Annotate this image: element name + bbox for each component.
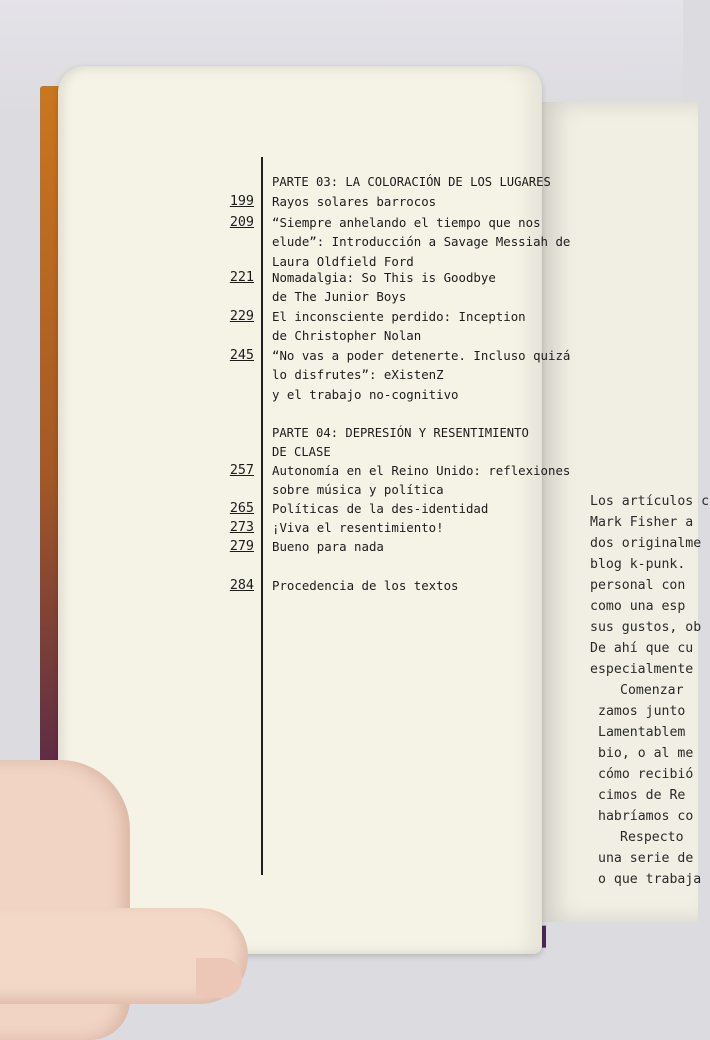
toc-entry — [272, 307, 526, 346]
toc-entry — [272, 576, 522, 595]
toc-page-number: 221 — [229, 270, 254, 285]
toc-entry — [272, 192, 522, 211]
toc-entry — [272, 537, 522, 556]
toc-page-number: 279 — [229, 539, 254, 554]
part-heading-03-line: PARTE 03: LA COLORACIÓN DE LOS LUGARES — [272, 175, 551, 189]
toc-page-number: 257 — [229, 463, 254, 478]
toc-page-number: 229 — [229, 309, 254, 324]
toc-entry-line: lo disfrutes”: eXistenZ — [272, 367, 444, 383]
toc-page-number: 199 — [229, 194, 254, 209]
right-page-line: Comenzar — [620, 683, 684, 698]
right-page-line: bio, o al me — [598, 746, 694, 761]
right-page-line: cimos de Re — [598, 788, 686, 803]
toc-entry-line: Rayos solares barrocos — [272, 194, 437, 209]
toc-entry — [272, 518, 522, 537]
right-page-line: zamos junto — [598, 704, 686, 719]
part-heading-03 — [272, 173, 551, 192]
part-heading-04-line: DE CLASE — [272, 445, 331, 460]
right-page-line: Lamentablem — [598, 725, 686, 740]
toc-entry-line: elude”: Introducción a Savage Messiah de — [272, 234, 571, 250]
right-page-line: personal con — [590, 578, 686, 593]
toc-page-number: 284 — [229, 578, 254, 593]
thumbnail — [196, 958, 242, 998]
toc-entry-line: Nomadalgia: So This is Goodbye — [272, 270, 496, 285]
right-page-line: habríamos co — [598, 809, 694, 824]
toc-entry-line: Políticas de la des-identidad — [272, 501, 489, 516]
toc-page-number: 265 — [229, 501, 254, 516]
toc-entry-line: El inconsciente perdido: Inception — [272, 309, 526, 324]
toc-entry — [272, 346, 571, 404]
right-page-line: dos originalme — [590, 536, 702, 551]
toc-entry — [272, 213, 571, 271]
toc-entry-line: “Siempre anhelando el tiempo que nos — [272, 215, 541, 230]
toc-entry-line: y el trabajo no-cognitivo — [272, 386, 459, 402]
toc-page-number: 245 — [229, 348, 254, 363]
right-page-line: cómo recibió — [598, 767, 694, 782]
part-heading-04 — [272, 424, 529, 463]
toc-entry-line: Autonomía en el Reino Unido: reflexiones — [272, 463, 571, 478]
right-page-line: o que trabaja — [598, 872, 702, 887]
toc-entry-line: sobre música y política — [272, 482, 444, 498]
right-page-line: blog k-punk. — [590, 557, 686, 572]
finger — [44, 806, 100, 878]
toc-entry — [272, 499, 522, 518]
right-page-line: Respecto — [620, 830, 684, 845]
right-page-line: Mark Fisher a — [590, 515, 694, 530]
right-page-line: especialmente — [590, 662, 694, 677]
toc-entry-line: Laura Oldfield Ford — [272, 253, 414, 269]
toc-page-number: 273 — [229, 520, 254, 535]
right-page-line: Los artículos c — [590, 494, 710, 509]
toc-entry — [272, 268, 522, 307]
toc-entry-line: Procedencia de los textos — [272, 578, 459, 593]
part-heading-04-line: PARTE 04: DEPRESIÓN Y RESENTIMIENTO — [272, 426, 529, 440]
right-page-line: sus gustos, ob — [590, 620, 702, 635]
toc-entry — [272, 461, 571, 500]
right-page-line: De ahí que cu — [590, 641, 694, 656]
right-page-line: como una esp — [590, 599, 686, 614]
toc-entry-line: ¡Viva el resentimiento! — [272, 520, 444, 535]
toc-entry-line: de Christopher Nolan — [272, 328, 422, 344]
toc-entry-line: “No vas a poder detenerte. Incluso quizá — [272, 348, 571, 363]
right-page-line: una serie de — [598, 851, 694, 866]
toc-page-number: 209 — [229, 215, 254, 230]
toc-entry-line: Bueno para nada — [272, 539, 384, 554]
toc-entry-line: de The Junior Boys — [272, 289, 407, 305]
